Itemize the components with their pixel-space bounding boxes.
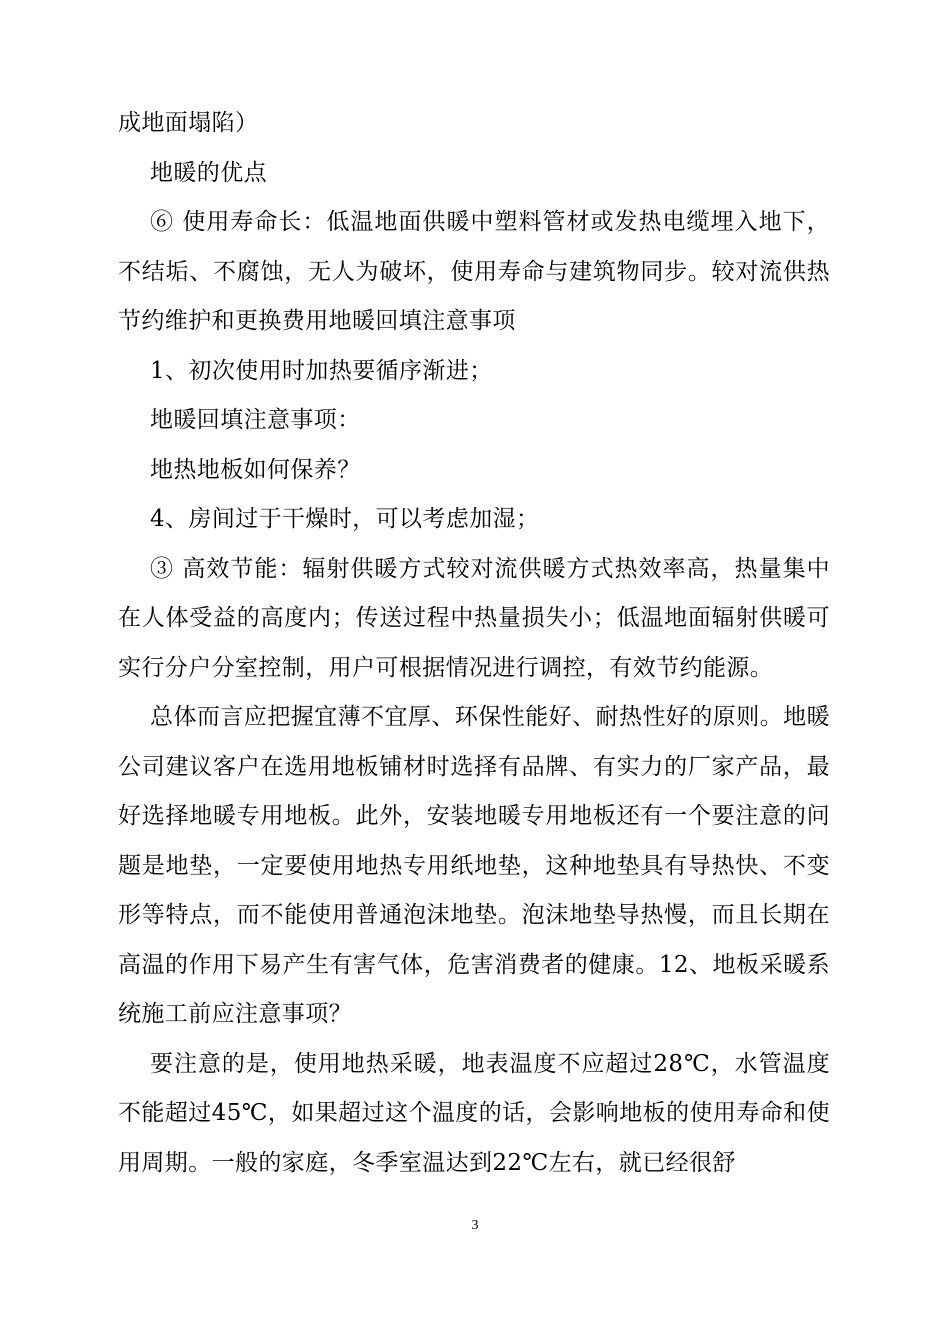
paragraph-4: 1、初次使用时加热要循序渐进；	[150, 357, 493, 384]
paragraph-8: ③ 高效节能：辐射供暖方式较对流供暖方式热效率高，热量集中在人体受益的高度内；传送过程中热量损失小；低温地面辐射供暖可实行分户分室控制，用户可根据情况进行调控，有效节约能源。	[118, 555, 830, 681]
paragraph-10: 要注意的是，使用地热采暖，地表温度不应超过28℃，水管温度不能超过45℃，如果超过这个温度的话，会影响地板的使用寿命和使用周期。一般的家庭，冬季室温达到22℃左右，就已经很舒	[118, 1050, 830, 1176]
paragraph-9: 总体而言应把握宜薄不宜厚、环保性能好、耐热性好的原则。地暖公司建议客户在选用地板铺材时选择有品牌、有实力的厂家产品，最好选择地暖专用地板。此外，安装地暖专用地板还有一个要注意的问题是地垫，一定要使用地热专用纸地垫，这种地垫具有导热快、不变形等特点，而不能使用普通泡沫地垫。泡沫地垫导热慢，而且长期在高温的作用下易产生有害气体，危害消费者的健康。12、地板采暖系统施工前应注意事项？	[118, 704, 830, 1027]
page-number: 3	[471, 1218, 479, 1233]
paragraph-7: 4、房间过于干燥时，可以考虑加湿；	[150, 506, 540, 532]
paragraph-5: 地暖回填注意事项：	[150, 407, 361, 433]
paragraph-2: 地暖的优点	[150, 159, 267, 186]
document-body	[118, 99, 830, 1188]
paragraph-3: ⑥ 使用寿命长：低温地面供暖中塑料管材或发热电缆埋入地下，不结垢、不腐蚀，无人为破坏，使用寿命与建筑物同步。较对流供热节约维护和更换费用地暖回填注意事项	[118, 209, 830, 334]
paragraph-1: 成地面塌陷）	[118, 110, 259, 136]
paragraph-6: 地热地板如何保养？	[150, 456, 361, 483]
